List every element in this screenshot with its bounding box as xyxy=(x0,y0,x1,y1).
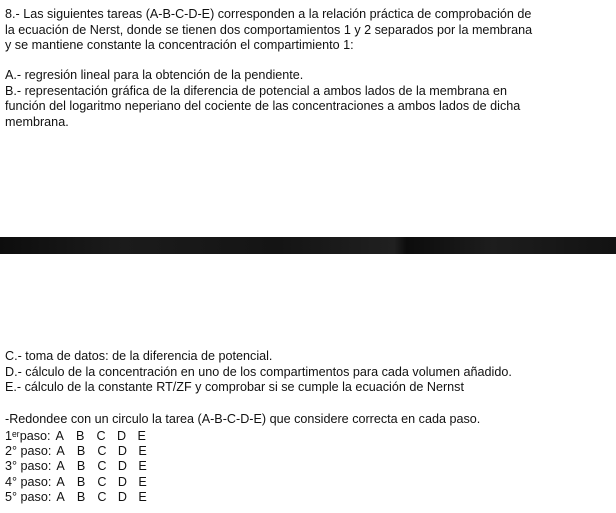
step-label: 3° paso: xyxy=(5,459,52,474)
task-d: D.- cálculo de la concentración en uno de los compartimentos para cada volumen añadido. xyxy=(5,364,512,379)
question-intro xyxy=(5,7,610,54)
step-list xyxy=(5,429,610,506)
option-c[interactable]: C xyxy=(97,490,107,505)
step-row xyxy=(5,475,610,490)
option-b[interactable]: B xyxy=(76,443,86,458)
step-row xyxy=(5,429,610,444)
option-d[interactable]: D xyxy=(117,459,127,474)
option-d[interactable]: D xyxy=(117,490,127,505)
step-label: 5° paso: xyxy=(5,490,52,505)
option-c[interactable]: C xyxy=(96,428,106,443)
task-b-line: B.- representación gráfica de la diferencia de potencial a ambos lados de la membrana en xyxy=(5,83,507,98)
task-b-line: membrana. xyxy=(5,114,69,129)
step-label: 2° paso: xyxy=(5,443,52,458)
option-a[interactable]: A xyxy=(56,474,65,489)
step-label: 1ᵉʳpaso: xyxy=(5,428,51,443)
task-a: A.- regresión lineal para la obtención de la pendiente. xyxy=(5,68,304,82)
option-b[interactable]: B xyxy=(76,474,86,489)
answer-instructions xyxy=(5,412,610,506)
intro-line: la ecuación de Nerst, donde se tienen dos comportamientos 1 y 2 separados por la membrana xyxy=(5,22,533,37)
task-b-line: función del logaritmo neperiano del cociente de las concentraciones a ambos lados de dicha xyxy=(5,99,521,114)
option-a[interactable]: A xyxy=(55,428,64,443)
task-list-cde xyxy=(5,349,610,396)
option-e[interactable]: E xyxy=(137,428,146,443)
option-c[interactable]: C xyxy=(97,474,107,489)
option-c[interactable]: C xyxy=(97,443,107,458)
intro-line: y se mantiene constante la concentración el compartimiento 1: xyxy=(5,38,354,53)
option-b[interactable]: B xyxy=(76,490,86,505)
option-d[interactable]: D xyxy=(117,474,127,489)
option-e[interactable]: E xyxy=(138,459,147,474)
instruction-text: -Redondee con un circulo la tarea (A-B-C-D-E) que considere correcta en cada paso. xyxy=(5,412,481,426)
task-list-ab xyxy=(5,68,610,130)
option-a[interactable]: A xyxy=(56,490,65,505)
option-b[interactable]: B xyxy=(76,459,86,474)
option-a[interactable]: A xyxy=(56,459,65,474)
task-e: E.- cálculo de la constante RT/ZF y comprobar si se cumple la ecuación de Nernst xyxy=(5,380,464,395)
option-b[interactable]: B xyxy=(76,428,85,443)
intro-line: 8.- Las siguientes tareas (A-B-C-D-E) corresponden a la relación práctica de comprobación de xyxy=(5,7,532,21)
step-label: 4° paso: xyxy=(5,474,52,489)
option-e[interactable]: E xyxy=(138,474,147,489)
task-c: C.- toma de datos: de la diferencia de potencial. xyxy=(5,349,273,363)
option-a[interactable]: A xyxy=(56,443,65,458)
option-e[interactable]: E xyxy=(138,443,147,458)
option-d[interactable]: D xyxy=(117,443,127,458)
step-row xyxy=(5,444,610,459)
option-d[interactable]: D xyxy=(117,428,127,443)
page-divider-band xyxy=(0,237,616,254)
step-row xyxy=(5,459,610,474)
option-e[interactable]: E xyxy=(138,490,147,505)
step-row xyxy=(5,490,610,505)
option-c[interactable]: C xyxy=(97,459,107,474)
